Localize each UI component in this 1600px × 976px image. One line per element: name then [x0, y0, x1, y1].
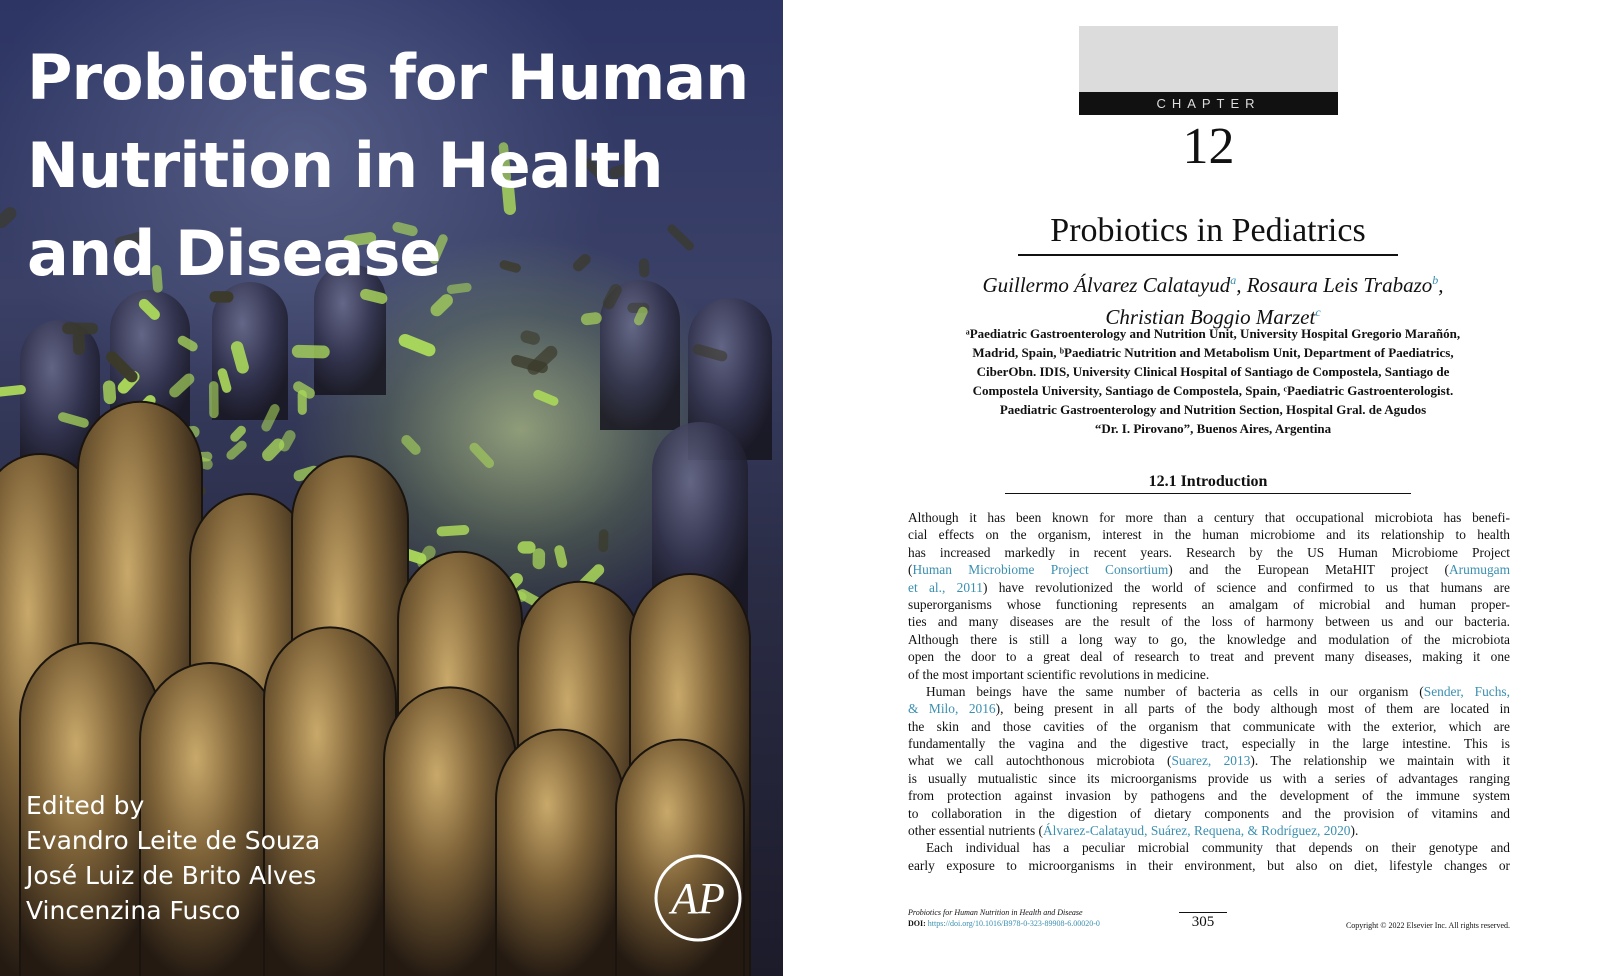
- footer-book-title: Probiotics for Human Nutrition in Health and Disease: [908, 908, 1083, 917]
- doi-label: DOI:: [908, 919, 926, 928]
- body-line: [908, 613, 1510, 630]
- bacterium-shape: [228, 424, 248, 444]
- body-text-run: Although it has been known for more than a century that occupational microbiota has benefi-: [908, 510, 1510, 525]
- citation-link[interactable]: Human Microbiome Project Consortium: [912, 562, 1169, 578]
- bacterium-shape: [399, 433, 423, 457]
- body-text-run: Although there is still a long way to go, the knowledge and modulation of the microbiota: [908, 631, 1510, 647]
- body-text-run: (: [908, 562, 913, 578]
- citation-link[interactable]: Álvarez-Calatayud, Suárez, Requena, & Rodríguez, 2020: [1043, 823, 1351, 839]
- body-text: [908, 509, 1510, 874]
- author-name: Christian Boggio Marzet: [1105, 305, 1316, 329]
- body-line: [908, 752, 1510, 769]
- doi-link[interactable]: https://doi.org/10.1016/B978-0-323-89908-6.00020-0: [927, 919, 1100, 928]
- bacterium-shape: [0, 204, 19, 230]
- body-line: [908, 648, 1510, 665]
- title-divider: [1018, 254, 1398, 256]
- bacterium-shape: [397, 332, 438, 358]
- author-affiliation-mark[interactable]: b: [1432, 273, 1439, 287]
- affiliation-line: Compostela University, Santiago de Compostela, Spain, ᶜPaediatric Gastroenterologist.: [972, 383, 1454, 398]
- cover-title-line: Nutrition in Health: [27, 129, 663, 202]
- chapter-header-box: [1079, 26, 1338, 92]
- chapter-page: [783, 0, 1600, 976]
- body-line: [908, 822, 1510, 839]
- section-heading: 12.1 Introduction: [1148, 473, 1268, 490]
- author-affiliation-mark[interactable]: a: [1230, 273, 1237, 287]
- affiliation-line: Paediatric Gastroenterology and Nutrition Section, Hospital Gral. de Agudos: [999, 402, 1427, 417]
- author-name: Rosaura Leis Trabazo: [1246, 273, 1433, 297]
- book-cover: [0, 0, 783, 976]
- citation-link[interactable]: Sender, Fuchs,: [1423, 683, 1510, 699]
- body-line: [908, 718, 1510, 735]
- editor-name: Evandro Leite de Souza: [26, 826, 321, 855]
- cover-title: [27, 34, 748, 298]
- body-text-run: has increased markedly in recent years. Research by the US Human Microbiome Project: [908, 544, 1510, 560]
- bacterium-shape: [532, 548, 545, 569]
- body-line: [908, 544, 1510, 561]
- page-number-rule: [1179, 912, 1227, 913]
- bacterium-shape: [102, 380, 116, 405]
- bacterium-shape: [436, 525, 469, 537]
- body-text-run: what we call autochthonous microbiota (: [908, 753, 1172, 769]
- body-line: [908, 666, 1510, 683]
- bacterium-shape: [519, 329, 541, 346]
- chapter-number: 12: [1182, 118, 1235, 175]
- affiliation-line: Madrid, Spain, ᵇPaediatric Nutrition and Metabolism Unit, Department of Paediatrics,: [972, 345, 1454, 360]
- bacterium-shape: [532, 388, 560, 407]
- body-line: [908, 839, 1510, 856]
- body-line: [908, 509, 1510, 526]
- copyright-notice: Copyright © 2022 Elsevier Inc. All rights reserved.: [1345, 921, 1510, 930]
- author-list: [933, 267, 1493, 331]
- citation-link[interactable]: & Milo, 2016: [908, 701, 996, 717]
- chapter-title: Probiotics in Pediatrics: [1050, 212, 1366, 249]
- body-text-run: ties and many diseases are the result of the loss of harmony between us and our bacteria.: [908, 614, 1510, 630]
- villus-shape: [496, 730, 624, 976]
- body-line: [908, 526, 1510, 543]
- editor-name: José Luiz de Brito Alves: [26, 861, 317, 890]
- author-name: Guillermo Álvarez Calatayud: [982, 273, 1231, 297]
- affiliation-line: CiberObn. IDIS, University Clinical Hospital of Santiago de Compostela, Santiago de: [976, 364, 1450, 379]
- footer-source: [908, 907, 1100, 929]
- body-text-run: to collaboration in the digestion of dietary components and the provision of vitamins and: [908, 805, 1510, 821]
- body-line: [908, 770, 1510, 787]
- body-text-run: ).: [1350, 823, 1359, 839]
- author-affiliation-mark[interactable]: c: [1315, 305, 1321, 319]
- bacterium-shape: [292, 345, 330, 359]
- bacterium-shape: [553, 544, 568, 569]
- body-line: [908, 805, 1510, 822]
- body-line: [908, 700, 1510, 717]
- body-text-run: ), being present in all parts of the body although most of them are located in: [995, 701, 1510, 717]
- page-number: 305: [1191, 914, 1215, 930]
- body-line: [908, 631, 1510, 648]
- bacterium-shape: [73, 332, 85, 355]
- affiliations: [913, 324, 1513, 438]
- body-text-run: superorganisms whose functioning represents an amalgam of microbial and human proper-: [908, 596, 1510, 612]
- bacterium-shape: [209, 381, 219, 418]
- affiliation-line: ᵃPaediatric Gastroenterology and Nutrition Unit, University Hospital Gregorio Marañón,: [965, 326, 1461, 341]
- body-line: [908, 579, 1510, 596]
- bacterium-shape: [62, 322, 98, 334]
- body-text-run: fundamentally the vagina and the digestive tract, especially in the large intestine. This is: [908, 736, 1510, 752]
- body-text-run: is usually mutualistic since its microorganisms provide us with a series of advantages ranging: [908, 770, 1510, 786]
- bacterium-shape: [225, 439, 249, 462]
- body-line: [908, 787, 1510, 804]
- cover-title-line: and Disease: [27, 217, 441, 290]
- body-text-run: from protection against invasion by pathogens and the development of the immune system: [908, 788, 1510, 804]
- body-text-run: Each individual has a peculiar microbial community that depends on their genotype and: [926, 840, 1510, 856]
- body-text-run: early exposure to microorganisms in their environment, but also on diet, lifestyle changes or: [908, 857, 1510, 873]
- body-text-run: of the most important scientific revolutions in medicine.: [908, 666, 1210, 682]
- section-divider: [1005, 493, 1411, 494]
- author-separator: ,: [1438, 273, 1444, 297]
- author-separator: ,: [1236, 273, 1247, 297]
- body-text-run: other essential nutrients (: [908, 823, 1043, 839]
- citation-link[interactable]: Suarez, 2013: [1171, 753, 1251, 769]
- body-line: [908, 683, 1510, 700]
- publisher-logo-text: AP: [671, 874, 725, 923]
- bacterium-shape: [517, 541, 535, 554]
- body-text-run: Human beings have the same number of bacteria as cells in our organism (: [926, 683, 1424, 699]
- publisher-logo-icon: [653, 853, 743, 943]
- body-text-run: ). The relationship we maintain with it: [1250, 753, 1511, 769]
- editor-name: Vincenzina Fusco: [26, 896, 241, 925]
- body-text-run: the skin and those cavities of the organism that communicate with the exterior, which are: [908, 718, 1510, 734]
- citation-link[interactable]: Arumugam: [1449, 562, 1511, 578]
- villus-shape: [212, 282, 288, 420]
- body-text-run: ) have revolutionized the world of science and confirmed to us that humans are: [982, 579, 1510, 595]
- body-line: [908, 561, 1510, 578]
- body-text-run: ) and the European MetaHIT project (: [1168, 562, 1450, 578]
- citation-link[interactable]: et al., 2011: [908, 579, 983, 595]
- body-line: [908, 596, 1510, 613]
- body-line: [908, 735, 1510, 752]
- bacterium-shape: [598, 529, 608, 552]
- body-text-run: cial effects on the organism, interest in the human microbiome and its relationship to health: [908, 527, 1510, 543]
- body-line: [908, 857, 1510, 874]
- cover-title-line: Probiotics for Human: [27, 41, 749, 114]
- bacterium-shape: [467, 441, 496, 470]
- bacterium-shape: [580, 312, 602, 326]
- affiliation-line: “Dr. I. Pirovano”, Buenos Aires, Argentina: [1094, 421, 1332, 436]
- cover-editors: [26, 788, 320, 928]
- body-text-run: open the door to a great deal of research to treat and prevent many diseases, making it one: [908, 649, 1510, 665]
- editors-heading: Edited by: [26, 791, 145, 820]
- chapter-label: CHAPTER: [1079, 92, 1338, 115]
